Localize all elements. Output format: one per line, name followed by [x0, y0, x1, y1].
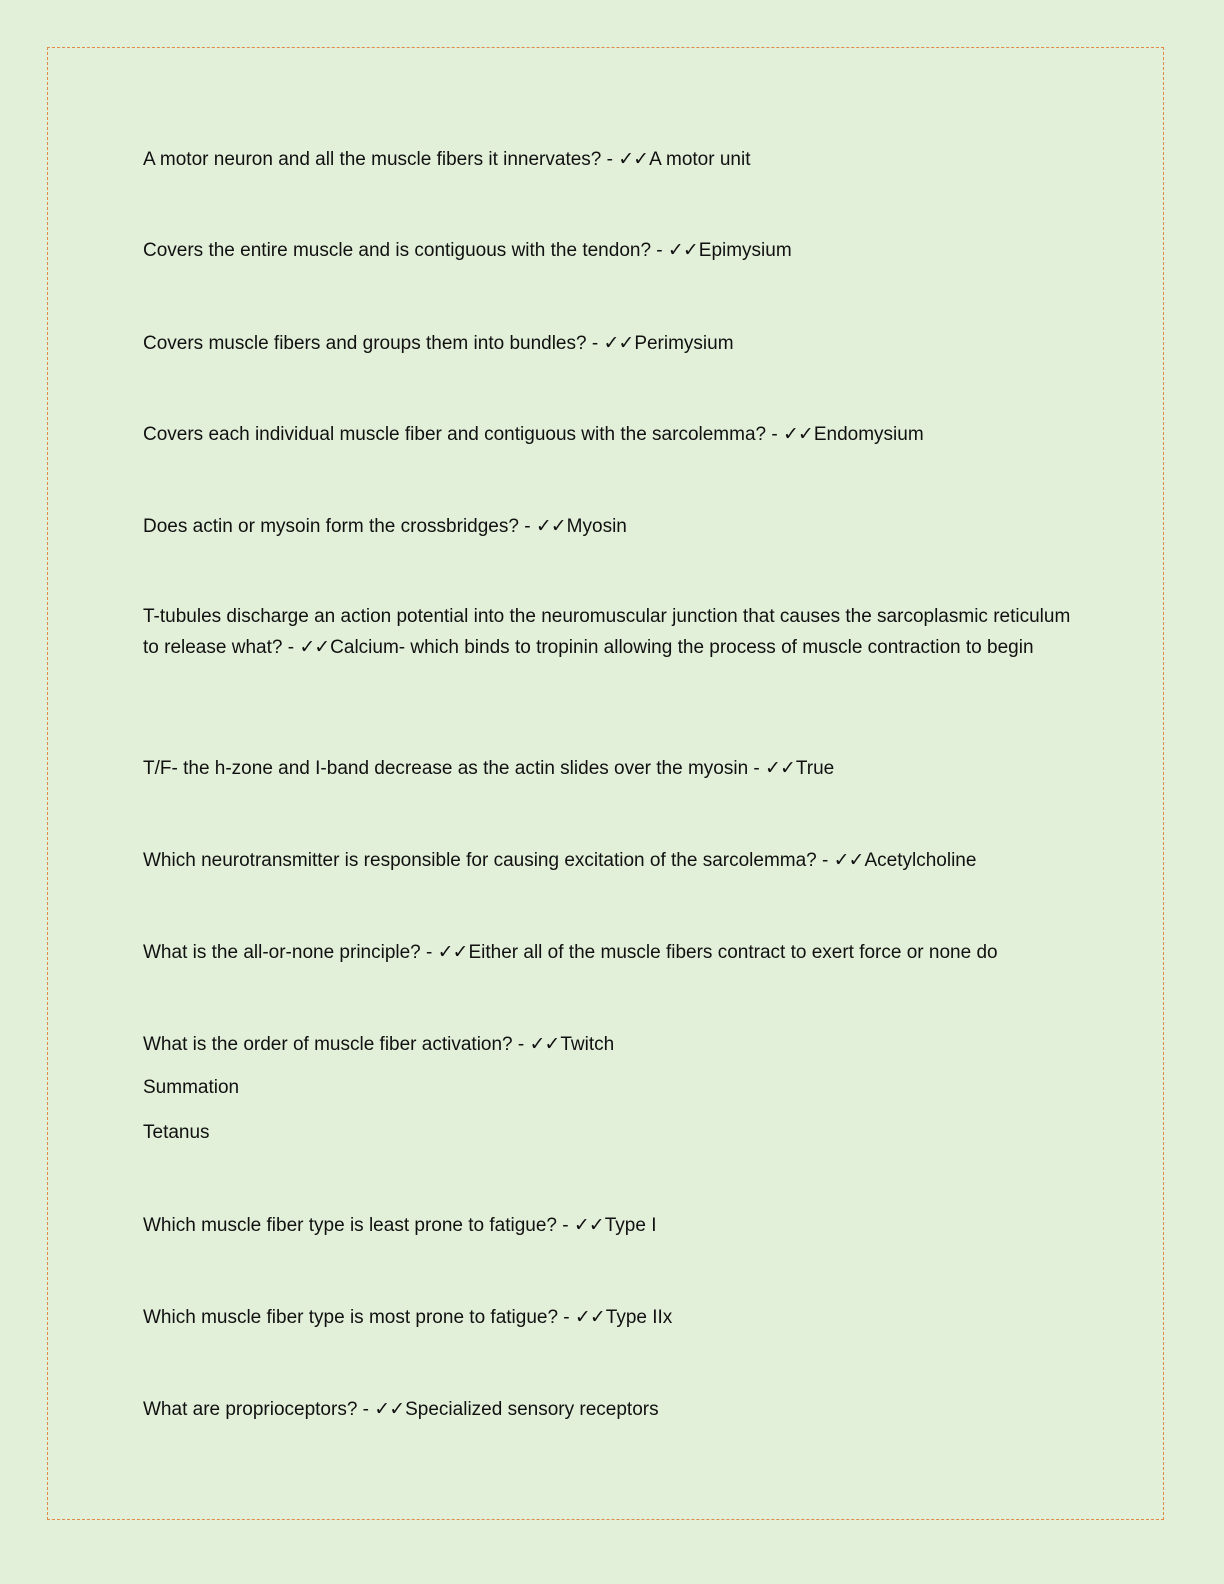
question-text: A motor neuron and all the muscle fibers it innervates? — [143, 149, 602, 170]
separator: - — [518, 516, 536, 537]
qa-item-11 — [143, 1210, 1073, 1241]
qa-item-5 — [143, 511, 1073, 542]
qa-item-13 — [143, 1394, 1073, 1425]
answer-text: True — [795, 758, 835, 779]
qa-item-9 — [143, 937, 1073, 968]
separator: - — [748, 758, 766, 779]
answer-continuation-line: Summation — [143, 1077, 240, 1098]
double-check-icon: ✓✓ — [437, 941, 468, 963]
answer-text: A motor unit — [649, 149, 751, 170]
qa-item-2 — [143, 235, 1073, 266]
qa-item-8 — [143, 845, 1073, 876]
separator: - — [357, 1399, 375, 1420]
answer-text: Endomysium — [813, 424, 924, 445]
answer-text: Calcium- which binds to tropinin allowing the process of muscle contraction to begin — [330, 637, 1034, 658]
qa-item-12 — [143, 1302, 1073, 1333]
answer-text: Twitch — [560, 1034, 615, 1055]
question-text: T/F- the h-zone and I-band decrease as the actin slides over the myosin — [143, 758, 749, 779]
question-text: What are proprioceptors? — [143, 1399, 358, 1420]
separator: - — [420, 942, 438, 963]
separator: - — [816, 850, 834, 871]
separator: - — [766, 424, 783, 445]
question-text: Covers each individual muscle fiber and contiguous with the sarcolemma? — [143, 424, 767, 445]
double-check-icon: ✓✓ — [833, 849, 864, 871]
separator: - — [556, 1215, 574, 1236]
question-text: Which muscle fiber type is least prone to fatigue? — [143, 1215, 557, 1236]
question-text: T-tubules discharge an action potential into the neuromuscular junction that causes the sarcoplasmic reticulum to release what? — [143, 606, 1071, 658]
qa-item-7 — [143, 753, 1073, 784]
double-check-icon: ✓✓ — [603, 332, 634, 354]
qa-item-6 — [143, 602, 1073, 663]
question-text: Covers the entire muscle and is contiguous with the tendon? — [143, 240, 652, 261]
double-check-icon: ✓✓ — [374, 1398, 405, 1420]
double-check-icon: ✓✓ — [765, 757, 795, 779]
double-check-icon: ✓✓ — [535, 515, 566, 537]
question-text: What is the order of muscle fiber activation? — [143, 1034, 513, 1055]
qa-item-3 — [143, 328, 1073, 359]
separator: - — [601, 149, 619, 170]
question-text: Does actin or mysoin form the crossbridges? — [143, 516, 519, 537]
separator: - — [282, 637, 300, 658]
double-check-icon: ✓✓ — [299, 636, 330, 658]
answer-text: Type IIx — [605, 1307, 673, 1328]
answer-text: Either all of the muscle fibers contract to exert force or none do — [468, 942, 998, 963]
question-text: Which neurotransmitter is responsible for causing excitation of the sarcolemma? — [143, 850, 817, 871]
separator: - — [512, 1034, 530, 1055]
qa-item-10 — [143, 1029, 1073, 1060]
qa-item-4 — [143, 419, 1073, 450]
answer-text: Epimysium — [698, 240, 792, 261]
answer-continuation-line: Tetanus — [143, 1122, 210, 1143]
separator: - — [558, 1307, 575, 1328]
answer-text: Specialized sensory receptors — [405, 1399, 659, 1420]
answer-text: Type I — [604, 1215, 657, 1236]
answer-text: Acetylcholine — [864, 850, 977, 871]
question-text: What is the all-or-none principle? — [143, 942, 421, 963]
double-check-icon: ✓✓ — [783, 423, 813, 445]
question-text: Covers muscle fibers and groups them into bundles? — [143, 333, 587, 354]
answer-text: Perimysium — [634, 333, 734, 354]
question-text: Which muscle fiber type is most prone to fatigue? — [143, 1307, 559, 1328]
double-check-icon: ✓✓ — [667, 239, 698, 261]
answer-text: Myosin — [566, 516, 627, 537]
double-check-icon: ✓✓ — [574, 1306, 605, 1328]
qa-item-1 — [143, 144, 1073, 175]
double-check-icon: ✓✓ — [573, 1214, 604, 1236]
double-check-icon: ✓✓ — [529, 1033, 560, 1055]
double-check-icon: ✓✓ — [618, 148, 649, 170]
separator: - — [651, 240, 668, 261]
separator: - — [586, 333, 604, 354]
